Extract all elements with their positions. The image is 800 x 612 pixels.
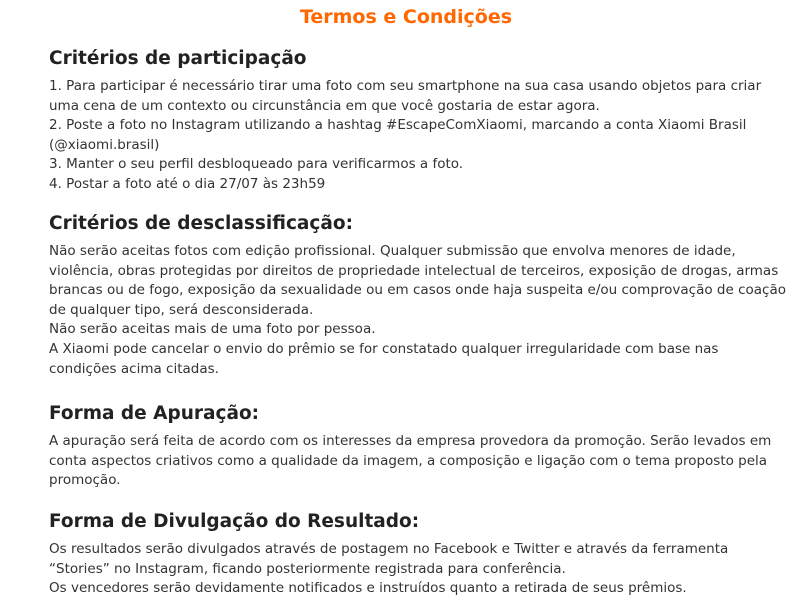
paragraph-line: Os resultados serão divulgados através de postagem no Facebook e Twitter e através da ferramenta: [49, 541, 729, 557]
section-body: [49, 540, 789, 599]
paragraph-line: (@xiaomi.brasil): [49, 136, 160, 153]
section-body: [49, 432, 789, 491]
paragraph-line: Não serão aceitas mais de uma foto por pessoa.: [49, 321, 376, 338]
paragraph-line: uma cena de um contexto ou circunstância em que você gostaria de estar agora.: [49, 97, 600, 114]
section-heading: Critérios de participação: [49, 48, 307, 69]
section-body: [49, 77, 789, 195]
paragraph-line: “Stories” no Instagram, ficando posteriormente registrada para conferência.: [49, 560, 566, 577]
paragraph-line: 3. Manter o seu perfil desbloqueado para verificarmos a foto.: [49, 156, 464, 173]
paragraph-line: conta aspectos criativos como a qualidade da imagem, a composição e ligação com o tema proposto pela: [49, 452, 768, 469]
paragraph-line: Não serão aceitas fotos com edição profissional. Qualquer submissão que envolva menores de idade,: [49, 243, 736, 259]
paragraph-line: 4. Postar a foto até o dia 27/07 às 23h59: [49, 175, 326, 192]
paragraph-line: condições acima citadas.: [49, 360, 219, 377]
paragraph-line: A apuração será feita de acordo com os interesses da empresa provedora da promoção. Serão levados em: [49, 433, 772, 449]
section-body: [49, 242, 789, 379]
section-heading: Critérios de desclassificação:: [49, 213, 353, 234]
section-disqualification-criteria: [49, 211, 789, 379]
section-result-disclosure: [49, 509, 789, 599]
page-title: Termos e Condições: [299, 6, 513, 28]
section-assessment: [49, 401, 789, 491]
paragraph-line: A Xiaomi pode cancelar o envio do prêmio se for constatado qualquer irregularidade com base nas: [49, 340, 719, 357]
paragraph-line: violência, obras protegidas por direitos de propriedade intelectual de terceiros, exposição de drogas, armas: [49, 262, 779, 279]
paragraph-line: brancas ou de fogo, exposição da sexualidade ou em casos onde haja suspeita e/ou comprovação de coação: [49, 282, 787, 299]
section-heading: Forma de Divulgação do Resultado:: [49, 511, 420, 532]
paragraph-line: promoção.: [49, 472, 121, 489]
section-participation-criteria: [49, 46, 789, 195]
paragraph-line: 2. Poste a foto no Instagram utilizando a hashtag #EscapeComXiaomi, marcando a conta Xiaomi Brasil: [49, 117, 747, 134]
paragraph-line: 1. Para participar é necessário tirar uma foto com seu smartphone na sua casa usando objetos para criar: [49, 78, 762, 94]
paragraph-line: Os vencedores serão devidamente notificados e instruídos quanto a retirada de seus prêmios.: [49, 580, 687, 597]
paragraph-line: de qualquer tipo, será desconsiderada.: [49, 301, 314, 318]
section-heading: Forma de Apuração:: [49, 403, 260, 424]
